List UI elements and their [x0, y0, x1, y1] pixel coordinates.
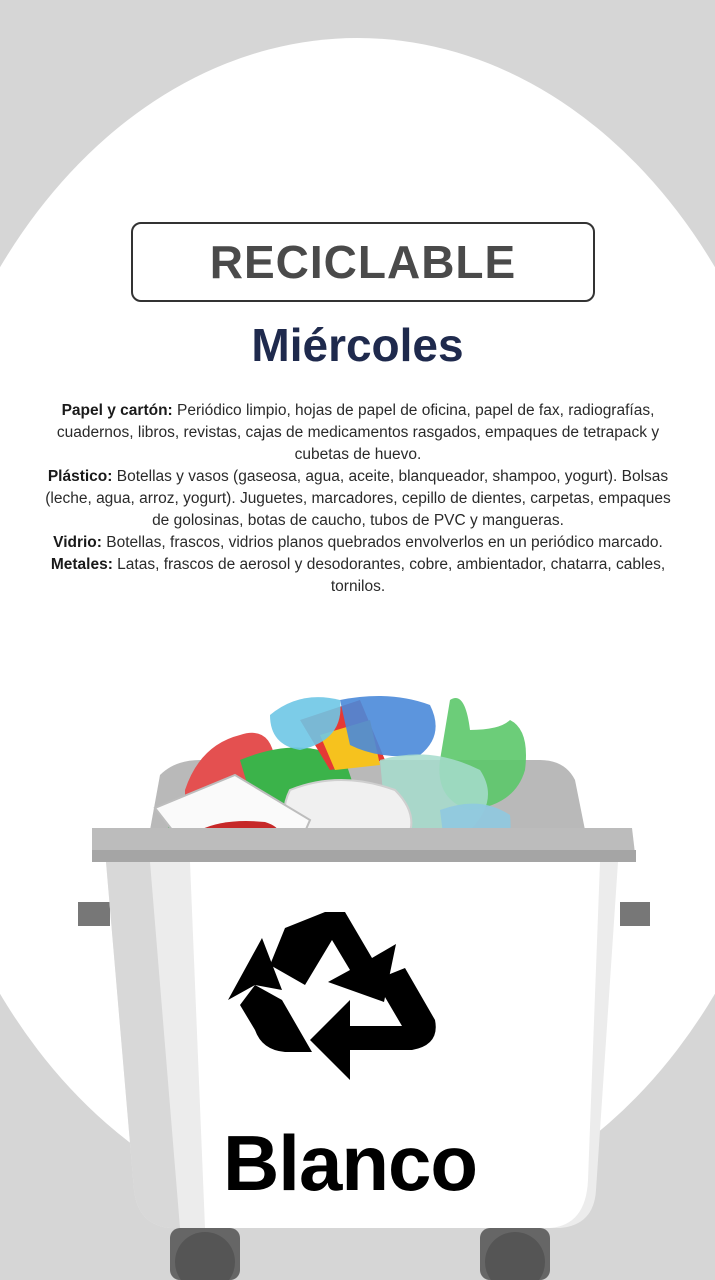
bin-wheels: [170, 1228, 550, 1280]
category-metal: [38, 554, 678, 598]
category-plastic: [38, 466, 678, 532]
category-name: Metales:: [50, 556, 113, 573]
category-paper: [38, 400, 678, 466]
category-items: Latas, frascos de aerosol y desodorantes, cobre, ambientador, chatarra, cables, tornilos.: [117, 556, 666, 595]
category-items: Periódico limpio, hojas de papel de oficina, papel de fax, radiografías, cuadernos, libros, revistas, cajas de medicamentos rasgados, empaques de tetrapack y cubetas de huevo.: [56, 402, 660, 463]
category-glass: [38, 532, 678, 554]
title-box: [131, 222, 595, 302]
category-items: Botellas, frascos, vidrios planos quebrados envolverlos en un periódico marcado.: [106, 534, 663, 551]
materials-description: [38, 400, 678, 598]
bin-color-label: Blanco: [222, 1119, 478, 1207]
category-items: Botellas y vasos (gaseosa, agua, aceite, blanqueador, shampoo, yogurt). Bolsas (leche, agua, arroz, yogurt). Juguetes, marcadores, cepillo de dientes, carpetas, empaques de golosinas, botas de caucho, tubos de PVC y mangueras.: [45, 468, 671, 529]
category-name: Plástico:: [47, 468, 113, 485]
page-title: RECICLABLE: [209, 236, 517, 288]
collection-day: Miércoles: [251, 319, 464, 371]
category-name: Vidrio:: [53, 534, 102, 551]
category-name: Papel y cartón:: [61, 402, 173, 419]
